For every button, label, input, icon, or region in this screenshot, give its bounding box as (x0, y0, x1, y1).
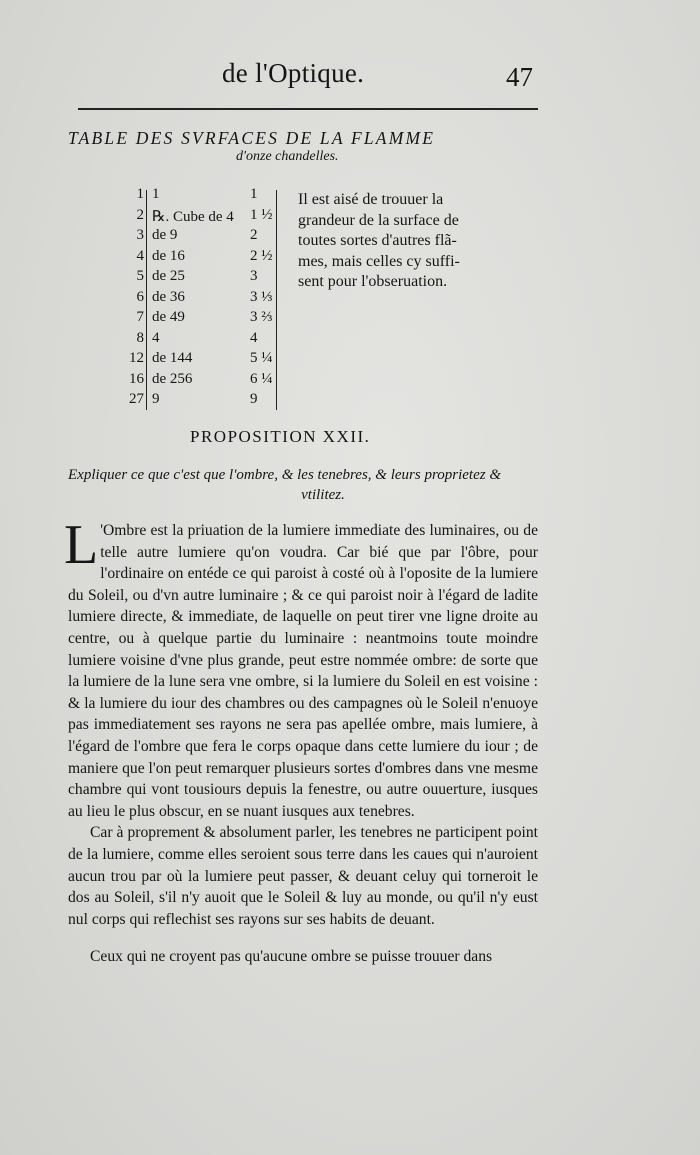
row-description: de 144 (152, 350, 193, 366)
row-count: 4 (136, 247, 144, 264)
row-description: 4 (152, 329, 160, 346)
row-surface: 2 (250, 227, 258, 243)
table-row (110, 289, 290, 310)
proposition-heading: PROPOSITION XXII. (190, 427, 371, 446)
paragraph-3: Ceux qui ne croyent pas qu'aucune ombre se puisse trouuer dans (90, 947, 493, 965)
row-surface: 4 (250, 329, 258, 346)
table-row (110, 227, 290, 248)
row-surface: 1 ½ (250, 206, 273, 223)
row-surface: 3 (250, 268, 258, 284)
table-row (110, 309, 290, 330)
candle-table (110, 186, 290, 412)
row-surface: 3 ⅓ (250, 288, 273, 305)
table-divider-left (146, 190, 147, 410)
statement-line-2: vtilitez. (301, 487, 345, 503)
paragraph-2: Car à proprement & absolument parler, les tenebres ne participent point de la lumiere, comme elles seroient sous terre dans les caues qui n'auroient aucun trou par où la lumiere peut passer, & deuant celuy qui torneroit le dos au Soleil, s'il n'y auoit que le Soleil & luy au monde, ou qu'il n'y eust nul corps qui reflechist ses rayons sur ses habits de deuant. (68, 824, 538, 928)
row-count: 7 (136, 309, 144, 325)
side-note-line: mes, mais celles cy suffi- (298, 252, 460, 270)
table-row (110, 268, 290, 289)
table-row (110, 330, 290, 351)
row-description: de 16 (152, 247, 185, 264)
side-note-line: grandeur de la surface de (298, 211, 459, 229)
row-count: 12 (129, 350, 144, 366)
table-row (110, 248, 290, 269)
row-count: 8 (136, 329, 144, 346)
row-count: 3 (136, 227, 144, 243)
row-description: 9 (152, 391, 160, 407)
row-description: de 25 (152, 268, 185, 284)
table-subtitle: d'onze chandelles. (236, 149, 339, 164)
statement-line-1: Expliquer ce que c'est que l'ombre, & les tenebres, & leurs proprietez & (68, 467, 501, 483)
table-row (110, 186, 290, 207)
body-text (64, 514, 538, 983)
paragraph-1 (64, 514, 538, 822)
row-surface: 2 ½ (250, 247, 273, 264)
running-header: de l'Optique. (222, 58, 365, 88)
table-row (110, 207, 290, 228)
row-count: 1 (136, 186, 144, 202)
table-divider-right (276, 190, 277, 410)
row-surface: 1 (250, 186, 258, 202)
row-description: de 9 (152, 227, 178, 243)
side-note-line: toutes sortes d'autres flã- (298, 232, 457, 249)
table-row (110, 371, 290, 392)
side-note-line: sent pour l'obseruation. (298, 273, 448, 290)
row-count: 5 (136, 268, 144, 284)
row-count: 2 (136, 206, 144, 223)
table-row (110, 350, 290, 371)
row-description: de 49 (152, 309, 185, 325)
drop-cap: L (64, 514, 99, 576)
table-row (110, 391, 290, 412)
side-note-line: Il est aisé de trouuer la (298, 191, 444, 208)
paragraph-1-text: 'Ombre est la priuation de la lumiere immediate des luminaires, ou de telle autre lumiere qu'on voudra. Car bié que par l'ôbre, pour l'ordinaire on entéde ce qui paroist à costé où à l'oposite de la lumiere du Soleil, ou d'vn autre luminaire ; & ce qui paroist noir à l'égard de ladite lumiere directe, & immediate, de laquelle on peut tirer vne ligne droite au centre, ou à quelque partie du luminaire : neantmoins toute moindre lumiere voisine d'vne plus grande, peut estre nommée ombre: de sorte que la lumiere de la lune sera vne ombre, si la lumiere du Soleil en est voisine : & la lumiere du iour des chambres ou des campagnes où le Soleil n'enuoye pas immediatement ses rayons ne sera pas apellée ombre, mais lumiere, à l'égard de l'ombre que fera le corps opaque dans cette lumiere du iour ; de maniere que l'on peut remarquer plusieurs sortes d'ombres dans vne mesme chambre qui vont tousiours depuis la fenestre, ou autre ouuerture, iusques au lieu le plus obscur, en se nuant iusques aux tenebres. (68, 522, 538, 820)
table-title: TABLE DES SVRFACES DE LA FLAMME (68, 128, 436, 148)
row-count: 16 (129, 370, 144, 387)
row-count: 27 (129, 391, 144, 407)
row-count: 6 (136, 288, 144, 305)
table-side-note (298, 190, 498, 293)
row-description: de 256 (152, 370, 193, 387)
row-surface: 9 (250, 391, 258, 407)
row-surface: 3 ⅔ (250, 309, 273, 325)
proposition-statement (68, 465, 538, 505)
row-surface: 6 ¼ (250, 370, 273, 387)
page-number: 47 (506, 62, 533, 92)
row-description: ℞. Cube de 4 (152, 208, 234, 225)
row-description: de 36 (152, 288, 185, 305)
row-surface: 5 ¼ (250, 350, 273, 366)
row-description: 1 (152, 186, 160, 202)
header-rule (78, 108, 538, 110)
